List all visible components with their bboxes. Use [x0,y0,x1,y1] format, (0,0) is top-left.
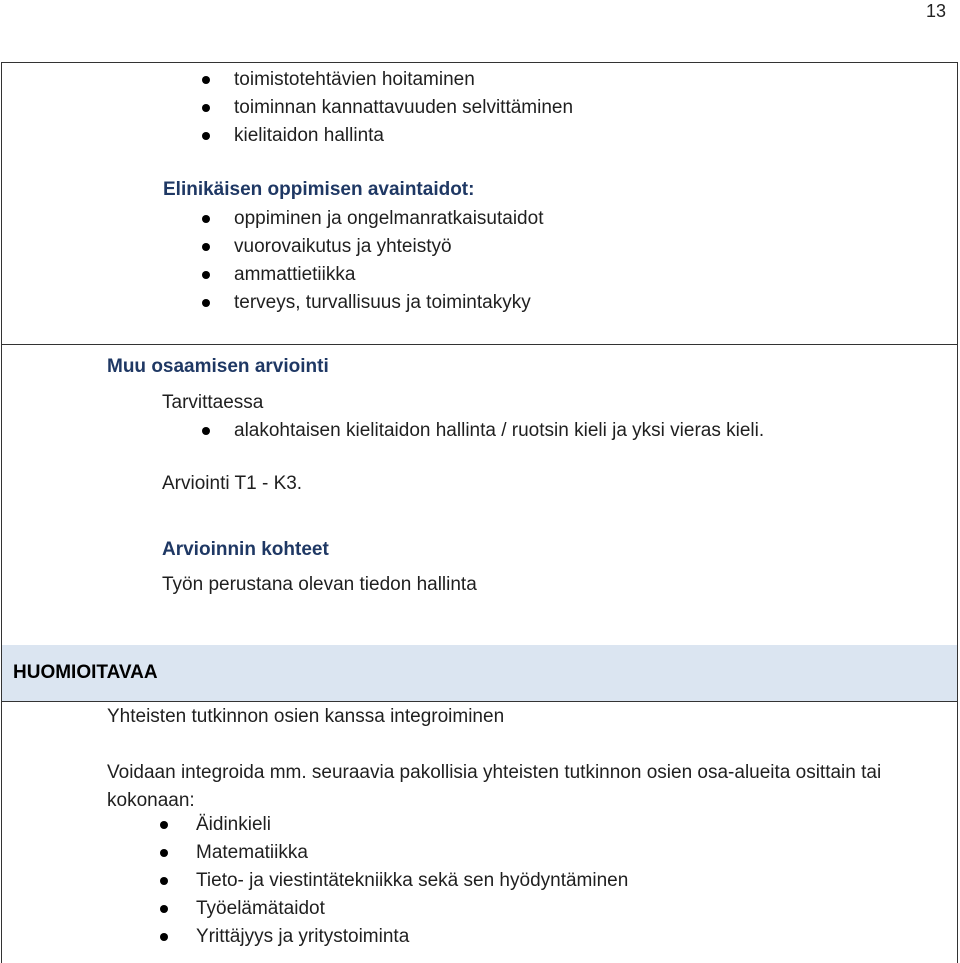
intro-text: Tarvittaessa [162,392,264,413]
section-heading: Muu osaamisen arviointi [107,356,329,377]
targets-heading: Arvioinnin kohteet [162,539,329,560]
list-item: Yrittäjyys ja yritystoiminta [196,926,410,947]
list-item: oppiminen ja ongelmanratkaisutaidot [234,208,544,229]
integration-paragraph: Voidaan integroida mm. seuraavia pakollisia yhteisten tutkinnon osien osa-alueita osittain tai kokonaan: [107,762,882,811]
notes-header-band [2,645,957,702]
list-item: ammattietiikka [234,264,356,285]
list-item: Tieto- ja viestintätekniikka sekä sen hyödyntäminen [196,870,629,891]
list-item: vuorovaikutus ja yhteistyö [234,236,452,257]
section-other-assessment [1,343,958,646]
list-item: Työelämätaidot [196,898,325,919]
list-item: toiminnan kannattavuuden selvittäminen [234,97,574,118]
list-item: terveys, turvallisuus ja toimintakyky [234,292,531,313]
notes-heading: HUOMIOITAVAA [13,662,158,683]
list-item: toimistotehtävien hoitaminen [234,69,475,90]
list-item: alakohtaisen kielitaidon hallinta / ruotsin kieli ja yksi vieras kieli. [234,420,765,441]
list-item: Äidinkieli [196,814,271,835]
page-number: 13 [925,1,946,21]
assessment-text: Arviointi T1 - K3. [162,473,303,494]
lifelong-heading: Elinikäisen oppimisen avaintaidot: [163,179,475,200]
list-item: Matematiikka [196,842,308,863]
section-notes [1,645,958,963]
targets-text: Työn perustana olevan tiedon hallinta [162,574,477,595]
section-skills [1,62,958,345]
integration-subheading: Yhteisten tutkinnon osien kanssa integroiminen [107,706,505,727]
list-item: kielitaidon hallinta [234,125,384,146]
